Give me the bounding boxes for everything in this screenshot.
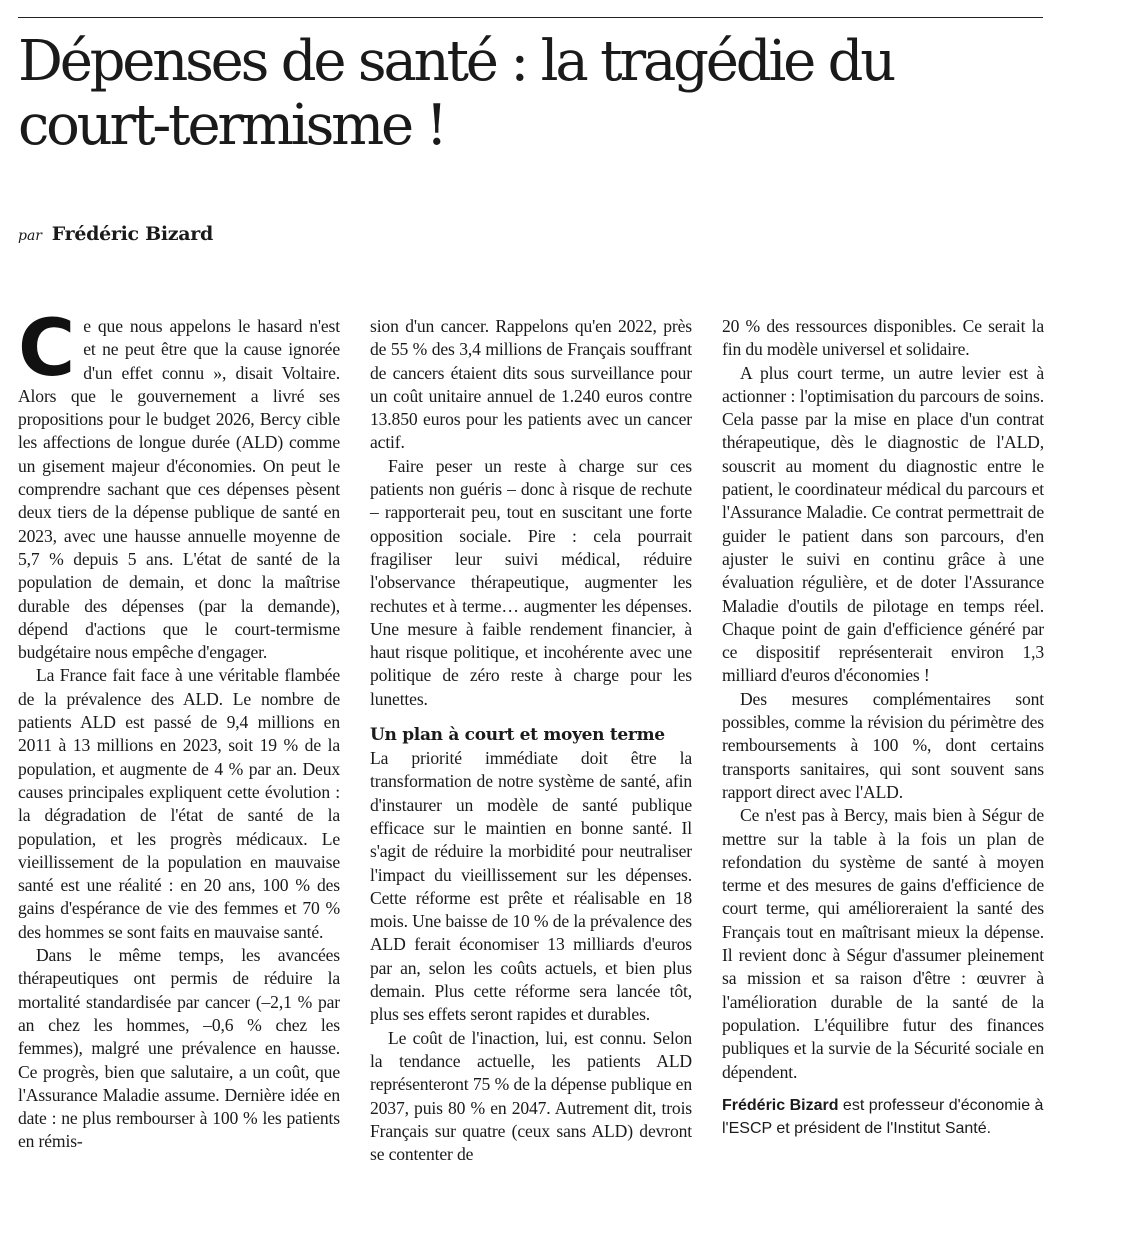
- paragraph: sion d'un cancer. Rappelons qu'en 2022, près de 55 % des 3,4 millions de Français souffrant de cancers étaient dits sous surveillance pour un coût unitaire annuel de 1.240 euros contre 13.850 euros pour les patients avec un cancer actif.: [370, 316, 692, 453]
- paragraph: Faire peser un reste à charge sur ces patients non guéris – donc à risque de rechute – rapporterait peu, tout en suscitant une forte opposition sociale. Pire : cela pourrait fragiliser leur suivi médical, réduire l'observance thérapeutique, augmenter les rechutes et à terme… augmenter les dépenses. Une mesure à faible rendement financier, à haut risque politique, et incohérente avec une politique de zéro reste à charge pour les lunettes.: [370, 455, 692, 709]
- byline-prefix: par: [18, 228, 43, 244]
- byline: [18, 221, 213, 249]
- paragraph: Le coût de l'inaction, lui, est connu. Selon la tendance actuelle, les patients ALD représenteront 75 % de la dépense publique en 2037, puis 80 % en 2047. Autrement dit, trois Français sur quatre (ceux sans ALD) devront se contenter de: [370, 1027, 692, 1165]
- column-1: [18, 304, 340, 1154]
- subheading: Un plan à court et moyen terme: [370, 725, 665, 746]
- article-title: Dépenses de santé : la tragédie du court-termisme !: [18, 29, 894, 158]
- byline-author: Frédéric Bizard: [51, 223, 213, 245]
- paragraph: La priorité immédiate doit être la transformation de notre système de santé, afin d'instaurer un modèle de santé publique efficace sur le maintien en bonne santé. Il s'agit de réduire la morbidité pour neutraliser l'impact du vieillissement sur les dépenses. Cette réforme est prête et réalisable en 18 mois. Une baisse de 10 % de la prévalence des ALD ferait économiser 13 milliards d'euros par an, selon les coûts actuels, et bien plus demain. Plus cette réforme sera lancée tôt, plus ses effets seront rapides et durables.: [370, 748, 692, 1025]
- column-3: [722, 315, 1044, 1140]
- paragraph: [18, 304, 340, 664]
- author-bio: [722, 1094, 1044, 1140]
- top-rule: [18, 17, 1043, 18]
- paragraph: Des mesures complémentaires sont possibles, comme la révision du périmètre des remboursements à 100 %, dont certains transports sanitaires, qui sont souvent sans rapport direct avec l'ALD.: [722, 688, 1044, 802]
- paragraph: 20 % des ressources disponibles. Ce serait la fin du modèle universel et solidaire.: [722, 316, 1044, 360]
- drop-cap: C: [18, 304, 76, 394]
- paragraph: Dans le même temps, les avancées thérapeutiques ont permis de réduire la mortalité standardisée par cancer (–2,1 % par an chez les hommes, –0,6 % chez les femmes), malgré une prévalence en hausse. Ce progrès, bien que salutaire, a un coût, que l'Assurance Maladie assume. Dernière idée en date : ne plus rembourser à 100 % les patients en rémis-: [18, 945, 340, 1152]
- column-2: [370, 315, 692, 1166]
- paragraph: La France fait face à une véritable flambée de la prévalence des ALD. Le nombre de patients ALD est passé de 9,4 millions en 2011 à 13 millions en 2023, soit 19 % de la population, et augmente de 4 % par an. Deux causes principales expliquent cette évolution : la dégradation de l'état de santé de la population, et les progrès médicaux. Le vieillissement de la population en mauvaise santé est une réalité : en 20 ans, 100 % des gains d'espérance de vie des femmes et 70 % des hommes se sont faits en mauvaise santé.: [18, 665, 340, 942]
- paragraph: Ce n'est pas à Bercy, mais bien à Ségur de mettre sur la table à la fois un plan de refondation du système de santé à moyen terme et des mesures de gains d'efficience de court terme, qui amélioreraient la santé des Français tout en maîtrisant mieux la dépense. Il revient donc à Ségur d'assumer pleinement sa mission et sa raison d'être : œuvrer à l'amélioration durable de la santé de la population. L'équilibre futur des finances publiques et la survie de la Sécurité sociale en dépendent.: [722, 805, 1044, 1082]
- bio-author-name: Frédéric Bizard: [722, 1096, 839, 1114]
- paragraph-text: e que nous appelons le hasard n'est et ne peut être que la cause ignorée d'un effet connu », disait Voltaire. Alors que le gouvernement a livré ses propositions pour le budget 2026, Bercy cible les affections de longue durée (ALD) comme un gisement majeur d'économies. On peut le comprendre sachant que ces dépenses pèsent deux tiers de la dépense publique de santé en 2023, avec une hausse annuelle moyenne de 5,7 % depuis 5 ans. L'état de santé de la population de demain, et donc la maîtrise durable des dépenses (par la demande), dépend d'actions que le court-termisme budgétaire nous empêche d'engager.: [18, 316, 340, 663]
- paragraph: A plus court terme, un autre levier est à actionner : l'optimisation du parcours de soins. Cela passe par la mise en place d'un contrat thérapeutique, dès le diagnostic de l'ALD, souscrit au moment du diagnostic entre le patient, le coordinateur médical du parcours et l'Assurance Maladie. Ce contrat permettrait de guider le patient dans son parcours, d'en ajuster le suivi en continu grâce à une évaluation régulière, et de doter l'Assurance Maladie d'outils de pilotage en temps réel. Chaque point de gain d'efficience généré par ce dispositif représenterait environ 1,3 milliard d'euros d'économies !: [722, 362, 1044, 686]
- bio-text: est professeur d'économie à l'ESCP et président de l'Institut Santé.: [722, 1096, 1044, 1137]
